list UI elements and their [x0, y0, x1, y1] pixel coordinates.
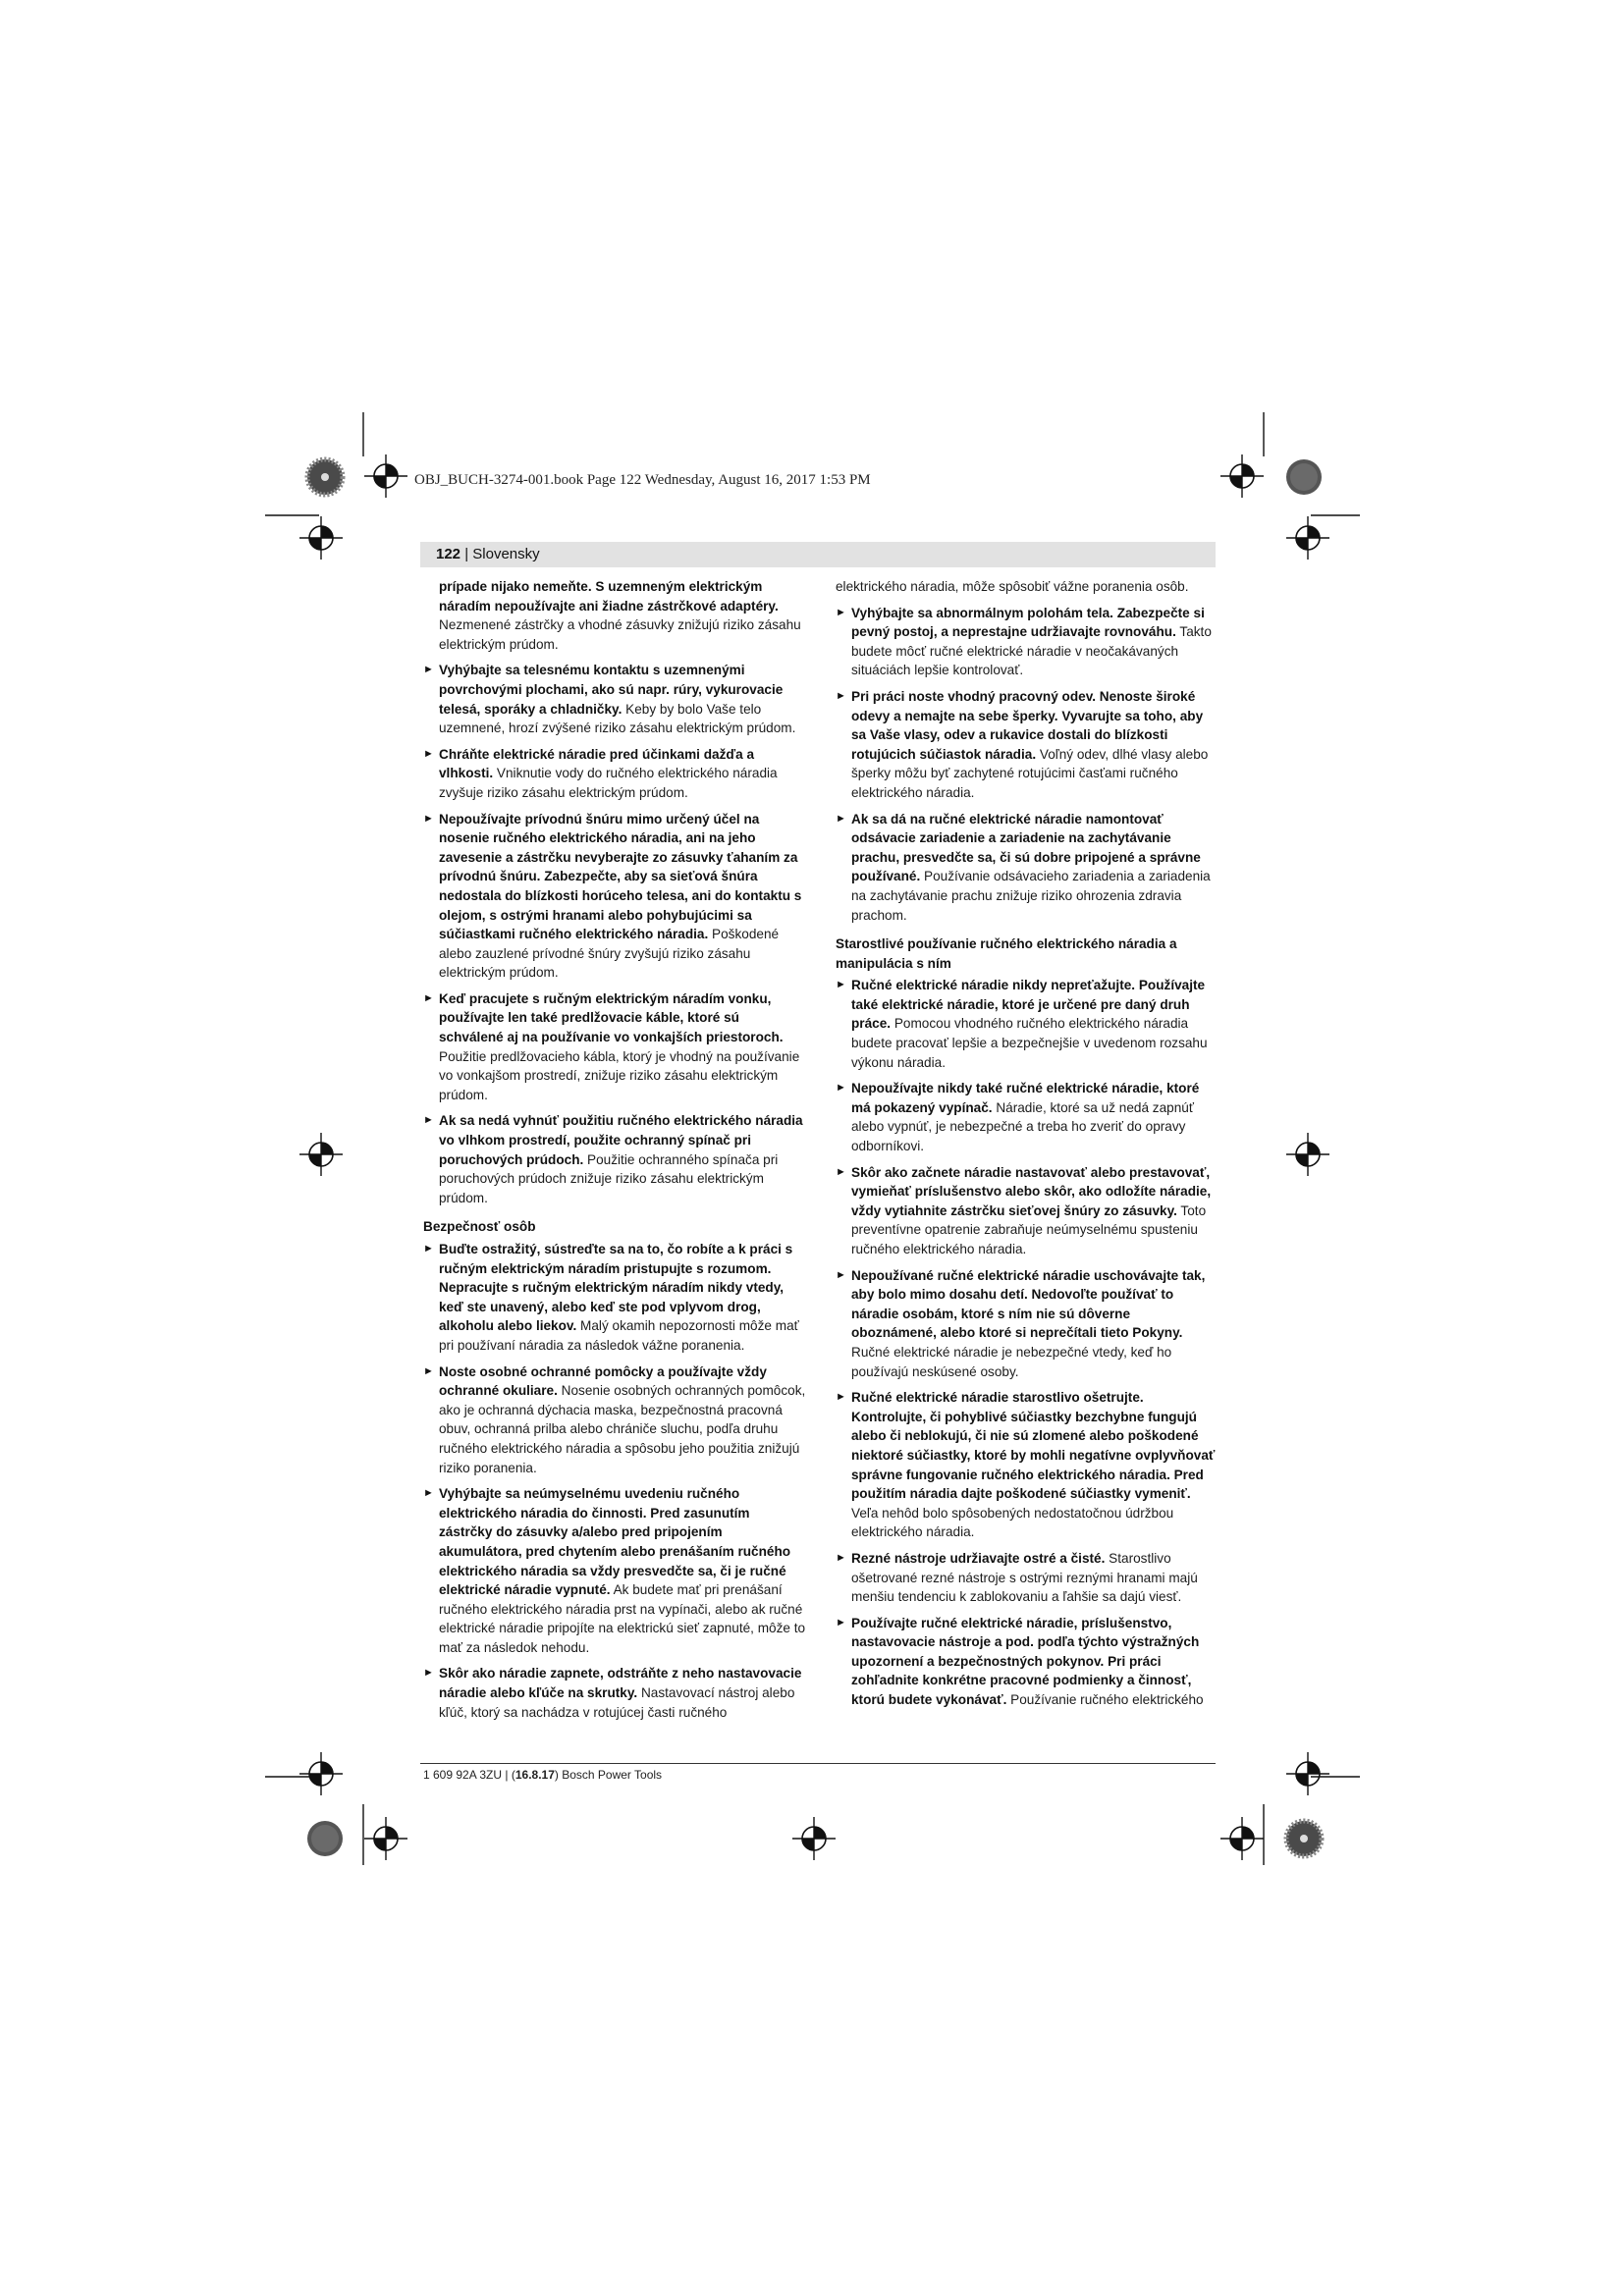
item-bold: Ručné elektrické náradie starostlivo ošetrujte. Kontrolujte, či pohyblivé súčiastky bezchybne fungujú alebo či neblokujú, či nie sú zlomené alebo poškodené niektoré súčiastky, ktoré by mohli negatívne ovplyvňovať správne fungovanie ručného elektrického náradia. Pred použitím náradia dajte poškodené súčiastky vymeniť.	[851, 1390, 1216, 1502]
bullet-arrow-icon: ►	[423, 812, 434, 825]
list-item	[423, 1240, 806, 1356]
item-text: Ručné elektrické náradie je nebezpečné vtedy, keď ho používajú neskúsené osoby.	[851, 1344, 1172, 1379]
item-bold: Buďte ostražitý, sústreďte sa na to, čo robíte a k práci s ručným elektrickým náradím pristupujte s rozumom. Nepracujte s ručným elektrickým náradím nikdy vtedy, keď ste unavený, alebo keď ste pod vplyvom drog, alkoholu alebo liekov.	[439, 1242, 793, 1334]
color-wheel-icon	[1286, 1821, 1322, 1856]
color-wheel-icon	[307, 459, 343, 495]
item-text: Nosenie osobných ochranných pomôcok, ako je ochranná dýchacia maska, bezpečnostná pracovná obuv, ochranná prilba alebo chrániče sluchu, podľa druhu ručného elektrického náradia a spôsobu jeho použitia znižujú riziko poranenia.	[439, 1383, 806, 1475]
continued-paragraph: elektrického náradia, môže spôsobiť vážne poranenia osôb.	[836, 579, 1189, 594]
item-text: Starostlivo ošetrované rezné nástroje s ostrými reznými hranami majú menšiu tendenciu k zablokovaniu a ľahšie sa dajú viesť.	[851, 1550, 1198, 1605]
bullet-arrow-icon: ►	[836, 689, 846, 702]
list-item	[836, 604, 1218, 680]
footer-date: 16.8.17	[514, 1768, 555, 1782]
registration-mark-icon	[364, 454, 407, 498]
color-wheel-icon	[307, 1821, 343, 1856]
list-item	[836, 1388, 1218, 1542]
header-language: Slovensky	[472, 546, 540, 562]
list-item	[423, 745, 806, 803]
list-item	[423, 1664, 806, 1722]
item-text: Pomocou vhodného ručného elektrického náradia budete pracovať lepšie a bezpečnejšie v uvedenom rozsahu výkonu náradia.	[851, 1016, 1208, 1070]
item-text: Toto preventívne opatrenie zabraňuje neúmyselnému spusteniu ručného elektrického náradia.	[851, 1202, 1207, 1256]
right-column	[836, 577, 1218, 1717]
item-text: Poškodené alebo zauzlené prívodné šnúry zvyšujú riziko zásahu elektrickým prúdom.	[439, 927, 780, 981]
registration-mark-icon	[1286, 1133, 1329, 1176]
list-item	[836, 976, 1218, 1072]
item-bold: Vyhýbajte sa abnormálnym polohám tela. Zabezpečte si pevný postoj, a neprestajne udržiavajte rovnováhu.	[851, 605, 1205, 640]
list-item	[836, 1549, 1218, 1607]
bullet-arrow-icon: ►	[836, 1391, 846, 1404]
item-text: Nastavovací nástroj alebo kľúč, ktorý sa nachádza v rotujúcej časti ručného	[439, 1685, 795, 1720]
page-header-text	[436, 546, 540, 562]
page-footer	[423, 1768, 662, 1782]
registration-mark-icon	[1286, 1752, 1329, 1795]
registration-mark-icon	[364, 1817, 407, 1860]
item-bold: Vyhýbajte sa telesnému kontaktu s uzemnenými povrchovými plochami, ako sú napr. rúry, vykurovacie telesá, sporáky a chladničky.	[439, 663, 784, 717]
item-text: Malý okamih nepozornosti môže mať pri používaní náradia za následok vážne poranenia.	[439, 1318, 799, 1353]
item-bold: Ručné elektrické náradie nikdy nepreťažujte. Používajte také elektrické náradie, ktoré je určené pre daný druh práce.	[851, 978, 1206, 1032]
item-text: Vniknutie vody do ručného elektrického náradia zvyšuje riziko zásahu elektrickým prúdom.	[439, 766, 778, 800]
list-item	[423, 1484, 806, 1657]
item-text: Veľa nehôd bolo spôsobených nedostatočnou údržbou elektrického náradia.	[851, 1505, 1174, 1540]
color-wheel-icon	[1286, 459, 1322, 495]
item-bold: Nepoužívajte nikdy také ručné elektrické náradie, ktoré má pokazený vypínač.	[851, 1081, 1200, 1115]
footer-suffix: ) Bosch Power Tools	[554, 1768, 663, 1782]
item-bold: Ak sa dá na ručné elektrické náradie namontovať odsávacie zariadenie a zariadenie na zachytávanie prachu, presvedčte sa, či sú dobre pripojené a správne používané.	[851, 811, 1201, 884]
bullet-arrow-icon: ►	[423, 1364, 434, 1377]
registration-mark-icon	[299, 1133, 343, 1176]
item-bold: Pri práci noste vhodný pracovný odev. Nenoste široké odevy a nemajte na sebe šperky. Vyvarujte sa toho, aby sa Vaše vlasy, odev a rukavice dostali do blízkosti rotujúcich súčiastok náradia.	[851, 688, 1204, 762]
bullet-arrow-icon: ►	[836, 1551, 846, 1564]
bullet-arrow-icon: ►	[836, 1268, 846, 1281]
item-bold: Vyhýbajte sa neúmyselnému uvedeniu ručného elektrického náradia do činnosti. Pred zasunutím zástrčky do zásuvky a/alebo pred pripojením akumulátora, pred chytením alebo prenášaním ručného elektrického náradia sa vždy presvedčte sa, či je ručné elektrické náradie vypnuté.	[439, 1486, 791, 1598]
item-text: Ak budete mať pri prenášaní ručného elektrického náradia prst na vypínači, alebo ak ručné elektrické náradie pripojíte na elektrickú sieť zapnuté, môže to mať za následok nehodu.	[439, 1582, 806, 1655]
registration-mark-icon	[299, 1752, 343, 1795]
item-bold: Noste osobné ochranné pomôcky a používajte vždy ochranné okuliare.	[439, 1363, 767, 1399]
item-text: Používanie odsávacieho zariadenia a zariadenia na zachytávanie prachu znižuje riziko ohrozenia zdravia prachom.	[851, 869, 1211, 923]
page-number: 122	[436, 546, 461, 562]
item-bold: Chráňte elektrické náradie pred účinkami dažďa a vlhkosti.	[439, 746, 755, 781]
bullet-arrow-icon: ►	[423, 747, 434, 760]
list-item	[836, 810, 1218, 926]
bullet-arrow-icon: ►	[836, 979, 846, 991]
list-item	[836, 1614, 1218, 1710]
bullet-arrow-icon: ►	[836, 606, 846, 618]
list-item	[423, 1111, 806, 1207]
item-text: Takto budete môcť ručné elektrické náradie v neočakávaných situáciách lepšie kontrolovať.	[851, 624, 1212, 678]
footer-code: 1 609 92A 3ZU | (	[423, 1768, 515, 1782]
list-item	[836, 687, 1218, 803]
item-text: Keby by bolo Vaše telo uzemnené, hrozí zvýšené riziko zásahu elektrickým prúdom.	[439, 701, 796, 736]
bullet-arrow-icon: ►	[836, 812, 846, 825]
item-text: Použitie ochranného spínača pri poruchových prúdoch znižuje riziko zásahu elektrickým prúdom.	[439, 1151, 779, 1205]
registration-mark-icon	[1286, 516, 1329, 560]
item-text: Použitie predlžovacieho kábla, ktorý je vhodný na používanie vo vonkajšom prostredí, znižuje riziko zásahu elektrickým prúdom.	[439, 1048, 800, 1102]
list-item	[836, 1163, 1218, 1259]
list-item	[423, 989, 806, 1105]
list-item	[423, 810, 806, 983]
item-text: Náradie, ktoré sa už nedá zapnúť alebo vypnúť, je nebezpečné a treba ho zveriť do opravy odborníkovi.	[851, 1099, 1194, 1154]
bullet-arrow-icon: ►	[836, 1165, 846, 1178]
item-text: Používanie ručného elektrického	[1006, 1692, 1204, 1708]
list-item	[423, 661, 806, 737]
item-bold: Rezné nástroje udržiavajte ostré a čisté.	[851, 1550, 1106, 1566]
page-header	[420, 542, 1216, 567]
bullet-arrow-icon: ►	[423, 664, 434, 676]
item-bold: Nepoužívajte prívodnú šnúru mimo určený účel na nosenie ručného elektrického náradia, ani na jeho zavesenie a zástrčku nevyberajte zo zásuvky ťahaním za prívodnú šnúru. Zabezpečte, aby sa sieťová šnúra nedostala do blízkosti horúceho telesa, ani do kontaktu s olejom, s ostrými hranami alebo pohybujúcimi sa súčiastkami ručného elektrického náradia.	[439, 811, 802, 942]
item-text: Voľný odev, dlhé vlasy alebo šperky môžu byť zachytené rotujúcimi časťami ručného elektrického náradia.	[851, 746, 1209, 800]
item-bold: Ak sa nedá vyhnúť použitiu ručného elektrického náradia vo vlhkom prostredí, použite ochranný spínač pri poruchových prúdoch.	[439, 1113, 803, 1167]
intro-bold: prípade nijako nemeňte. S uzemneným elektrickým náradím nepoužívajte ani žiadne zástrčkové adaptéry.	[439, 579, 779, 614]
list-item	[836, 1266, 1218, 1382]
header-separator: |	[460, 546, 473, 562]
item-bold: Nepoužívané ručné elektrické náradie uschovávajte tak, aby bolo mimo dosahu detí. Nedovoľte používať to náradie osobám, ktoré s ním nie sú dôverne oboznámené, alebo ktoré si neprečítali tieto Pokyny.	[851, 1267, 1206, 1341]
list-item	[423, 1362, 806, 1478]
item-bold: Skôr ako začnete náradie nastavovať alebo prestavovať, vymieňať príslušenstvo alebo skôr, ako odložíte náradie, vždy vytiahnite zástrčku sieťovej šnúry zo zásuvky.	[851, 1164, 1212, 1218]
intro-paragraph	[423, 577, 806, 654]
bullet-arrow-icon: ►	[423, 1114, 434, 1127]
registration-mark-icon	[1220, 454, 1264, 498]
bullet-arrow-icon: ►	[423, 1667, 434, 1680]
book-slug: OBJ_BUCH-3274-001.book Page 122 Wednesday, August 16, 2017 1:53 PM	[414, 472, 871, 488]
item-bold: Skôr ako náradie zapnete, odstráňte z neho nastavovacie náradie alebo kľúče na skrutky.	[439, 1666, 802, 1701]
registration-mark-icon	[299, 516, 343, 560]
bullet-arrow-icon: ►	[836, 1616, 846, 1629]
footer-divider	[420, 1763, 1216, 1764]
left-column	[423, 577, 806, 1729]
bullet-arrow-icon: ►	[836, 1082, 846, 1095]
list-item	[836, 1079, 1218, 1155]
bullet-arrow-icon: ►	[423, 1243, 434, 1255]
section-heading: Starostlivé používanie ručného elektrického náradia a manipulácia s ním	[836, 936, 1177, 971]
item-bold: Používajte ručné elektrické náradie, príslušenstvo, nastavovacie nástroje a pod. podľa týchto výstražných upozornení a bezpečnostných pokynov. Pri práci zohľadnite konkrétne pracovné podmienky a činnosť, ktorú budete vykonávať.	[851, 1615, 1200, 1708]
section-heading: Bezpečnosť osôb	[423, 1219, 536, 1235]
bullet-arrow-icon: ►	[423, 1487, 434, 1500]
registration-mark-icon	[792, 1817, 836, 1860]
intro-text: Nezmenené zástrčky a vhodné zásuvky znižujú riziko zásahu elektrickým prúdom.	[439, 617, 801, 652]
item-bold: Keď pracujete s ručným elektrickým náradím vonku, používajte len také predlžovacie káble, ktoré sú schválené aj na používanie vo vonkajších priestoroch.	[439, 990, 784, 1045]
bullet-arrow-icon: ►	[423, 991, 434, 1004]
registration-mark-icon	[1220, 1817, 1264, 1860]
